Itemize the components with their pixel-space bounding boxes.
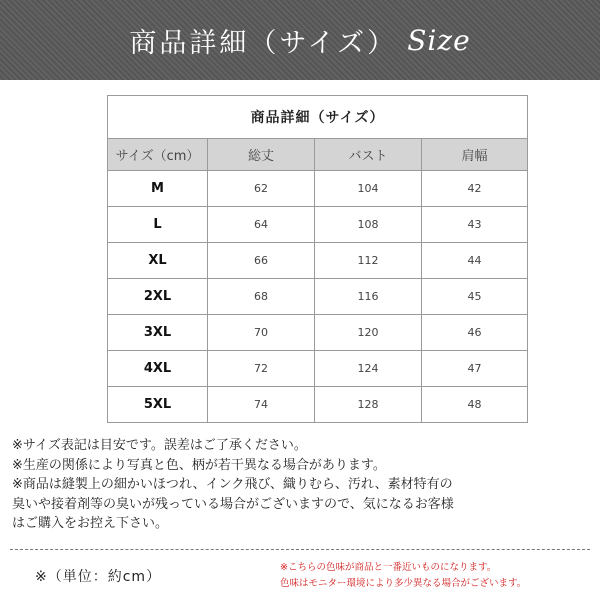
table-title-row [108, 96, 528, 139]
header-size: サイズ（cm） [108, 139, 208, 171]
length-cell: 68 [208, 279, 315, 315]
color-note-line: 色味はモニター環境により多少異なる場合がございます。 [280, 578, 527, 589]
table-header-row [108, 139, 528, 171]
table-row [108, 279, 528, 315]
length-cell: 66 [208, 243, 315, 279]
size-cell: 3XL [108, 315, 208, 351]
color-note-line: ※こちらの色味が商品と一番近いものになります。 [280, 562, 497, 573]
bust-cell: 112 [315, 243, 422, 279]
note-line: ※生産の関係により写真と色、柄が若干異なる場合があります。 [12, 457, 386, 473]
size-cell: L [108, 207, 208, 243]
shoulder-cell: 45 [422, 279, 528, 315]
color-note [280, 560, 580, 592]
shoulder-cell: 46 [422, 315, 528, 351]
header-banner [0, 0, 600, 80]
table-row [108, 387, 528, 423]
bust-cell: 116 [315, 279, 422, 315]
size-cell: M [108, 171, 208, 207]
banner-title: 商品詳細（サイズ） [129, 27, 398, 59]
dashed-divider [10, 549, 590, 550]
note-line: ※商品は縫製上の細かいほつれ、インク飛び、織りむら、汚れ、素材特有の [12, 477, 453, 492]
size-cell: XL [108, 243, 208, 279]
table-row [108, 351, 528, 387]
header-length: 総丈 [208, 139, 315, 171]
length-cell: 74 [208, 387, 315, 423]
bust-cell: 108 [315, 207, 422, 243]
table-title: 商品詳細（サイズ） [108, 96, 528, 139]
note-line: 臭いや接着剤等の臭いが残っている場合がございますので、気になるお客様 [12, 496, 454, 512]
shoulder-cell: 48 [422, 387, 528, 423]
table-row [108, 207, 528, 243]
note-line: ※サイズ表記は目安です。誤差はご了承ください。 [12, 438, 307, 453]
shoulder-cell: 43 [422, 207, 528, 243]
table-row [108, 315, 528, 351]
bust-cell: 120 [315, 315, 422, 351]
table-row [108, 171, 528, 207]
size-table [107, 95, 528, 423]
length-cell: 70 [208, 315, 315, 351]
shoulder-cell: 44 [422, 243, 528, 279]
size-cell: 5XL [108, 387, 208, 423]
length-cell: 72 [208, 351, 315, 387]
banner-size-word: Size [407, 23, 471, 57]
table-row [108, 243, 528, 279]
length-cell: 62 [208, 171, 315, 207]
length-cell: 64 [208, 207, 315, 243]
unit-label: ※（単位：約cm） [35, 569, 162, 585]
notes-block [12, 436, 592, 534]
size-cell: 4XL [108, 351, 208, 387]
shoulder-cell: 42 [422, 171, 528, 207]
bust-cell: 104 [315, 171, 422, 207]
note-line: はご購入をお控え下さい。 [12, 516, 169, 531]
header-shoulder: 肩幅 [422, 139, 528, 171]
bust-cell: 124 [315, 351, 422, 387]
size-cell: 2XL [108, 279, 208, 315]
header-bust: バスト [315, 139, 422, 171]
shoulder-cell: 47 [422, 351, 528, 387]
bust-cell: 128 [315, 387, 422, 423]
